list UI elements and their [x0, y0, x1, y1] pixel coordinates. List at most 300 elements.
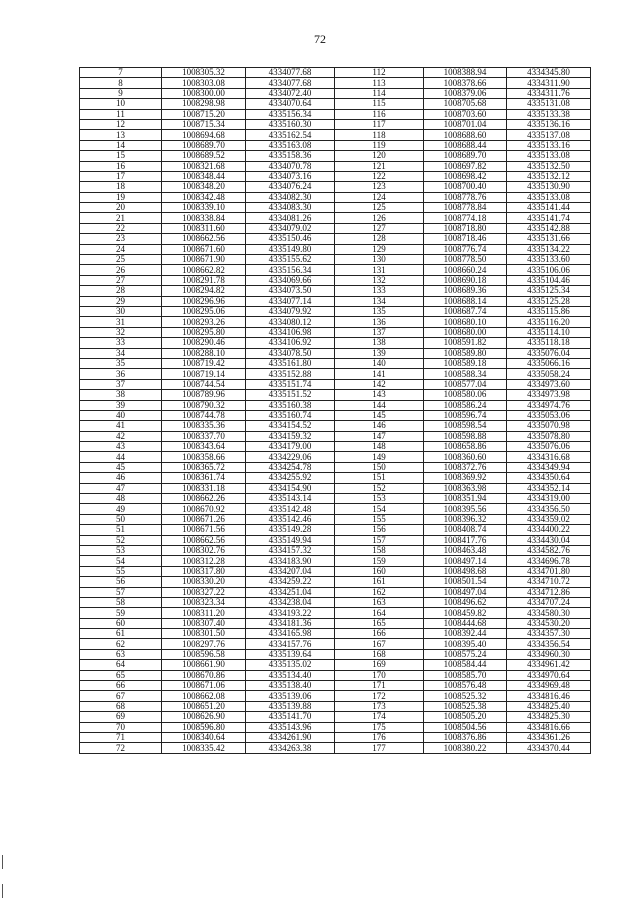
cell-x-coordinate: 1008311.60 [162, 223, 246, 233]
cell-x-coordinate: 1008330.20 [162, 577, 246, 587]
cell-x-coordinate: 1008496.62 [424, 597, 507, 607]
cell-y-coordinate: 4334193.22 [246, 608, 335, 618]
cell-x-coordinate: 1008388.94 [424, 68, 507, 78]
cell-y-coordinate: 4334263.38 [246, 743, 335, 753]
cell-point-no: 132 [335, 275, 424, 285]
cell-point-no: 45 [80, 462, 162, 472]
cell-point-no: 139 [335, 348, 424, 358]
cell-point-no: 116 [335, 109, 424, 119]
cell-y-coordinate: 4334072.40 [246, 88, 335, 98]
cell-y-coordinate: 4335160.74 [246, 410, 335, 420]
cell-x-coordinate: 1008774.18 [424, 213, 507, 223]
cell-point-no: 17 [80, 171, 162, 181]
cell-x-coordinate: 1008671.60 [162, 244, 246, 254]
cell-point-no: 149 [335, 452, 424, 462]
table-row [80, 99, 591, 109]
cell-x-coordinate: 1008301.50 [162, 629, 246, 639]
cell-point-no: 57 [80, 587, 162, 597]
table-row [80, 639, 591, 649]
cell-x-coordinate: 1008395.56 [424, 504, 507, 514]
table-row [80, 494, 591, 504]
cell-y-coordinate: 4335070.98 [507, 421, 591, 431]
cell-x-coordinate: 1008417.76 [424, 535, 507, 545]
cell-x-coordinate: 1008497.14 [424, 556, 507, 566]
cell-point-no: 151 [335, 473, 424, 483]
cell-x-coordinate: 1008504.56 [424, 722, 507, 732]
cell-point-no: 24 [80, 244, 162, 254]
cell-point-no: 119 [335, 140, 424, 150]
cell-point-no: 8 [80, 78, 162, 88]
cell-point-no: 31 [80, 317, 162, 327]
cell-x-coordinate: 1008698.42 [424, 171, 507, 181]
cell-x-coordinate: 1008444.68 [424, 618, 507, 628]
cell-y-coordinate: 4335149.94 [246, 535, 335, 545]
cell-y-coordinate: 4335160.38 [246, 400, 335, 410]
cell-y-coordinate: 4335152.88 [246, 369, 335, 379]
cell-x-coordinate: 1008505.20 [424, 712, 507, 722]
cell-y-coordinate: 4335116.20 [507, 317, 591, 327]
cell-point-no: 140 [335, 358, 424, 368]
cell-y-coordinate: 4335053.06 [507, 410, 591, 420]
cell-x-coordinate: 1008323.34 [162, 597, 246, 607]
cell-x-coordinate: 1008589.80 [424, 348, 507, 358]
cell-point-no: 63 [80, 649, 162, 659]
cell-y-coordinate: 4334070.78 [246, 161, 335, 171]
cell-y-coordinate: 4335106.06 [507, 265, 591, 275]
cell-point-no: 12 [80, 119, 162, 129]
cell-x-coordinate: 1008670.86 [162, 670, 246, 680]
cell-point-no: 125 [335, 203, 424, 213]
cell-y-coordinate: 4334430.04 [507, 535, 591, 545]
cell-x-coordinate: 1008744.78 [162, 410, 246, 420]
cell-x-coordinate: 1008288.10 [162, 348, 246, 358]
cell-y-coordinate: 4334696.78 [507, 556, 591, 566]
cell-y-coordinate: 4334352.14 [507, 483, 591, 493]
table-row [80, 421, 591, 431]
cell-x-coordinate: 1008361.74 [162, 473, 246, 483]
cell-point-no: 26 [80, 265, 162, 275]
cell-point-no: 72 [80, 743, 162, 753]
cell-y-coordinate: 4335150.46 [246, 234, 335, 244]
cell-point-no: 167 [335, 639, 424, 649]
table-row [80, 171, 591, 181]
cell-point-no: 175 [335, 722, 424, 732]
cell-x-coordinate: 1008744.54 [162, 379, 246, 389]
cell-y-coordinate: 4335139.88 [246, 701, 335, 711]
cell-x-coordinate: 1008662.26 [162, 494, 246, 504]
cell-point-no: 50 [80, 514, 162, 524]
cell-x-coordinate: 1008589.18 [424, 358, 507, 368]
cell-point-no: 114 [335, 88, 424, 98]
cell-y-coordinate: 4335058.24 [507, 369, 591, 379]
cell-x-coordinate: 1008689.36 [424, 286, 507, 296]
table-row [80, 234, 591, 244]
cell-y-coordinate: 4335133.16 [507, 140, 591, 150]
table-row [80, 203, 591, 213]
cell-y-coordinate: 4334081.26 [246, 213, 335, 223]
table-row [80, 556, 591, 566]
cell-x-coordinate: 1008680.00 [424, 327, 507, 337]
cell-x-coordinate: 1008719.42 [162, 358, 246, 368]
cell-point-no: 120 [335, 151, 424, 161]
cell-x-coordinate: 1008293.26 [162, 317, 246, 327]
cell-point-no: 122 [335, 171, 424, 181]
cell-x-coordinate: 1008338.84 [162, 213, 246, 223]
cell-x-coordinate: 1008588.34 [424, 369, 507, 379]
cell-point-no: 161 [335, 577, 424, 587]
table-row [80, 577, 591, 587]
cell-point-no: 54 [80, 556, 162, 566]
cell-y-coordinate: 4334359.02 [507, 514, 591, 524]
cell-point-no: 56 [80, 577, 162, 587]
cell-point-no: 59 [80, 608, 162, 618]
cell-point-no: 9 [80, 88, 162, 98]
cell-x-coordinate: 1008348.20 [162, 182, 246, 192]
cell-y-coordinate: 4335134.22 [507, 244, 591, 254]
cell-x-coordinate: 1008380.22 [424, 743, 507, 753]
table-row [80, 629, 591, 639]
table-row [80, 358, 591, 368]
cell-x-coordinate: 1008378.66 [424, 78, 507, 88]
cell-y-coordinate: 4334400.22 [507, 525, 591, 535]
cell-y-coordinate: 4334710.72 [507, 577, 591, 587]
cell-y-coordinate: 4334082.30 [246, 192, 335, 202]
cell-x-coordinate: 1008694.68 [162, 130, 246, 140]
cell-x-coordinate: 1008580.06 [424, 390, 507, 400]
cell-x-coordinate: 1008317.80 [162, 566, 246, 576]
table-row [80, 338, 591, 348]
cell-point-no: 30 [80, 306, 162, 316]
cell-x-coordinate: 1008662.08 [162, 691, 246, 701]
table-row [80, 327, 591, 337]
cell-y-coordinate: 4334157.76 [246, 639, 335, 649]
cell-y-coordinate: 4334259.22 [246, 577, 335, 587]
cell-point-no: 18 [80, 182, 162, 192]
cell-point-no: 55 [80, 566, 162, 576]
cell-x-coordinate: 1008658.86 [424, 442, 507, 452]
cell-point-no: 51 [80, 525, 162, 535]
cell-y-coordinate: 4335132.12 [507, 171, 591, 181]
cell-point-no: 156 [335, 525, 424, 535]
cell-x-coordinate: 1008688.44 [424, 140, 507, 150]
cell-x-coordinate: 1008360.60 [424, 452, 507, 462]
cell-y-coordinate: 4334251.04 [246, 587, 335, 597]
cell-point-no: 68 [80, 701, 162, 711]
cell-y-coordinate: 4335076.06 [507, 442, 591, 452]
cell-point-no: 22 [80, 223, 162, 233]
table-row [80, 223, 591, 233]
cell-point-no: 174 [335, 712, 424, 722]
table-row [80, 130, 591, 140]
cell-x-coordinate: 1008305.32 [162, 68, 246, 78]
cell-x-coordinate: 1008302.76 [162, 545, 246, 555]
cell-point-no: 37 [80, 379, 162, 389]
cell-x-coordinate: 1008351.94 [424, 494, 507, 504]
cell-y-coordinate: 4335156.34 [246, 109, 335, 119]
table-row [80, 483, 591, 493]
cell-x-coordinate: 1008778.76 [424, 192, 507, 202]
cell-x-coordinate: 1008660.24 [424, 265, 507, 275]
cell-point-no: 112 [335, 68, 424, 78]
cell-point-no: 10 [80, 99, 162, 109]
cell-point-no: 14 [80, 140, 162, 150]
cell-point-no: 129 [335, 244, 424, 254]
table-row [80, 452, 591, 462]
table-row [80, 545, 591, 555]
cell-y-coordinate: 4334530.20 [507, 618, 591, 628]
cell-point-no: 141 [335, 369, 424, 379]
table-row [80, 68, 591, 78]
cell-y-coordinate: 4335133.60 [507, 255, 591, 265]
cell-y-coordinate: 4334255.92 [246, 473, 335, 483]
cell-x-coordinate: 1008700.40 [424, 182, 507, 192]
cell-x-coordinate: 1008331.18 [162, 483, 246, 493]
cell-point-no: 159 [335, 556, 424, 566]
cell-x-coordinate: 1008295.80 [162, 327, 246, 337]
cell-y-coordinate: 4335137.08 [507, 130, 591, 140]
table-row [80, 119, 591, 129]
cell-x-coordinate: 1008300.00 [162, 88, 246, 98]
cell-y-coordinate: 4335133.08 [507, 192, 591, 202]
cell-point-no: 131 [335, 265, 424, 275]
cell-y-coordinate: 4335134.40 [246, 670, 335, 680]
cell-y-coordinate: 4334179.00 [246, 442, 335, 452]
cell-y-coordinate: 4334582.76 [507, 545, 591, 555]
cell-y-coordinate: 4334370.44 [507, 743, 591, 753]
cell-x-coordinate: 1008348.44 [162, 171, 246, 181]
cell-point-no: 7 [80, 68, 162, 78]
cell-point-no: 126 [335, 213, 424, 223]
cell-x-coordinate: 1008340.64 [162, 733, 246, 743]
cell-point-no: 32 [80, 327, 162, 337]
cell-y-coordinate: 4334154.52 [246, 421, 335, 431]
table-row [80, 161, 591, 171]
cell-x-coordinate: 1008661.90 [162, 660, 246, 670]
cell-x-coordinate: 1008501.54 [424, 577, 507, 587]
cell-y-coordinate: 4334079.92 [246, 306, 335, 316]
cell-point-no: 165 [335, 618, 424, 628]
cell-y-coordinate: 4335115.86 [507, 306, 591, 316]
cell-y-coordinate: 4335151.74 [246, 379, 335, 389]
cell-x-coordinate: 1008596.74 [424, 410, 507, 420]
cell-y-coordinate: 4335142.88 [507, 223, 591, 233]
cell-x-coordinate: 1008651.20 [162, 701, 246, 711]
cell-point-no: 128 [335, 234, 424, 244]
table-row [80, 151, 591, 161]
cell-y-coordinate: 4334154.90 [246, 483, 335, 493]
cell-x-coordinate: 1008715.34 [162, 119, 246, 129]
cell-x-coordinate: 1008697.82 [424, 161, 507, 171]
cell-y-coordinate: 4334207.04 [246, 566, 335, 576]
cell-point-no: 62 [80, 639, 162, 649]
cell-y-coordinate: 4335141.44 [507, 203, 591, 213]
cell-point-no: 148 [335, 442, 424, 452]
cell-x-coordinate: 1008671.06 [162, 681, 246, 691]
table-row [80, 691, 591, 701]
cell-point-no: 49 [80, 504, 162, 514]
cell-x-coordinate: 1008703.60 [424, 109, 507, 119]
cell-point-no: 60 [80, 618, 162, 628]
table-row [80, 182, 591, 192]
cell-y-coordinate: 4335130.90 [507, 182, 591, 192]
cell-y-coordinate: 4334181.36 [246, 618, 335, 628]
cell-point-no: 142 [335, 379, 424, 389]
cell-x-coordinate: 1008395.40 [424, 639, 507, 649]
cell-point-no: 134 [335, 296, 424, 306]
cell-point-no: 117 [335, 119, 424, 129]
cell-x-coordinate: 1008598.54 [424, 421, 507, 431]
cell-point-no: 172 [335, 691, 424, 701]
table-row [80, 743, 591, 753]
cell-y-coordinate: 4335139.06 [246, 691, 335, 701]
cell-point-no: 146 [335, 421, 424, 431]
cell-x-coordinate: 1008718.80 [424, 223, 507, 233]
cell-y-coordinate: 4334261.90 [246, 733, 335, 743]
cell-x-coordinate: 1008662.56 [162, 234, 246, 244]
cell-y-coordinate: 4334311.76 [507, 88, 591, 98]
cell-x-coordinate: 1008596.58 [162, 649, 246, 659]
cell-x-coordinate: 1008671.90 [162, 255, 246, 265]
cell-y-coordinate: 4335076.04 [507, 348, 591, 358]
cell-point-no: 15 [80, 151, 162, 161]
cell-x-coordinate: 1008392.44 [424, 629, 507, 639]
cell-x-coordinate: 1008705.68 [424, 99, 507, 109]
cell-y-coordinate: 4335114.10 [507, 327, 591, 337]
cell-y-coordinate: 4335156.34 [246, 265, 335, 275]
cell-y-coordinate: 4334076.24 [246, 182, 335, 192]
cell-point-no: 29 [80, 296, 162, 306]
cell-point-no: 123 [335, 182, 424, 192]
cell-point-no: 16 [80, 161, 162, 171]
cell-y-coordinate: 4335149.80 [246, 244, 335, 254]
cell-y-coordinate: 4334973.60 [507, 379, 591, 389]
cell-y-coordinate: 4334157.32 [246, 545, 335, 555]
cell-point-no: 138 [335, 338, 424, 348]
table-row [80, 670, 591, 680]
cell-point-no: 136 [335, 317, 424, 327]
cell-point-no: 153 [335, 494, 424, 504]
cell-point-no: 34 [80, 348, 162, 358]
cell-x-coordinate: 1008701.04 [424, 119, 507, 129]
table-row [80, 722, 591, 732]
table-row [80, 431, 591, 441]
table-row [80, 514, 591, 524]
cell-x-coordinate: 1008585.70 [424, 670, 507, 680]
cell-x-coordinate: 1008662.82 [162, 265, 246, 275]
cell-point-no: 38 [80, 390, 162, 400]
cell-y-coordinate: 4334254.78 [246, 462, 335, 472]
cell-x-coordinate: 1008335.42 [162, 743, 246, 753]
cell-y-coordinate: 4334159.32 [246, 431, 335, 441]
cell-x-coordinate: 1008303.08 [162, 78, 246, 88]
cell-point-no: 170 [335, 670, 424, 680]
cell-y-coordinate: 4334311.90 [507, 78, 591, 88]
cell-point-no: 66 [80, 681, 162, 691]
cell-y-coordinate: 4334077.14 [246, 296, 335, 306]
cell-x-coordinate: 1008327.22 [162, 587, 246, 597]
cell-point-no: 171 [335, 681, 424, 691]
cell-point-no: 177 [335, 743, 424, 753]
table-row [80, 379, 591, 389]
cell-x-coordinate: 1008576.48 [424, 681, 507, 691]
cell-point-no: 70 [80, 722, 162, 732]
cell-point-no: 40 [80, 410, 162, 420]
cell-point-no: 135 [335, 306, 424, 316]
cell-point-no: 13 [80, 130, 162, 140]
cell-y-coordinate: 4334238.04 [246, 597, 335, 607]
cell-y-coordinate: 4335138.40 [246, 681, 335, 691]
cell-y-coordinate: 4334969.48 [507, 681, 591, 691]
cell-y-coordinate: 4335125.34 [507, 286, 591, 296]
cell-y-coordinate: 4334073.16 [246, 171, 335, 181]
cell-point-no: 64 [80, 660, 162, 670]
cell-y-coordinate: 4335066.16 [507, 358, 591, 368]
cell-point-no: 127 [335, 223, 424, 233]
cell-y-coordinate: 4335163.08 [246, 140, 335, 150]
cell-y-coordinate: 4334316.68 [507, 452, 591, 462]
table-row [80, 390, 591, 400]
cell-y-coordinate: 4335149.28 [246, 525, 335, 535]
cell-y-coordinate: 4335078.80 [507, 431, 591, 441]
table-row [80, 660, 591, 670]
cell-y-coordinate: 4334077.68 [246, 78, 335, 88]
cell-y-coordinate: 4334080.12 [246, 317, 335, 327]
cell-point-no: 47 [80, 483, 162, 493]
cell-x-coordinate: 1008525.32 [424, 691, 507, 701]
cell-x-coordinate: 1008497.04 [424, 587, 507, 597]
cell-point-no: 173 [335, 701, 424, 711]
cell-y-coordinate: 4334580.30 [507, 608, 591, 618]
cell-point-no: 69 [80, 712, 162, 722]
cell-y-coordinate: 4334350.64 [507, 473, 591, 483]
cell-y-coordinate: 4334319.00 [507, 494, 591, 504]
table-row [80, 597, 591, 607]
cell-point-no: 121 [335, 161, 424, 171]
cell-point-no: 155 [335, 514, 424, 524]
cell-y-coordinate: 4335125.28 [507, 296, 591, 306]
cell-x-coordinate: 1008297.76 [162, 639, 246, 649]
cell-y-coordinate: 4334825.40 [507, 701, 591, 711]
cell-point-no: 44 [80, 452, 162, 462]
cell-x-coordinate: 1008670.92 [162, 504, 246, 514]
cell-y-coordinate: 4334078.50 [246, 348, 335, 358]
cell-x-coordinate: 1008687.74 [424, 306, 507, 316]
cell-y-coordinate: 4335161.80 [246, 358, 335, 368]
table-row [80, 78, 591, 88]
cell-y-coordinate: 4334825.30 [507, 712, 591, 722]
cell-x-coordinate: 1008776.74 [424, 244, 507, 254]
cell-y-coordinate: 4334106.92 [246, 338, 335, 348]
cell-y-coordinate: 4334079.02 [246, 223, 335, 233]
cell-point-no: 28 [80, 286, 162, 296]
cell-y-coordinate: 4334356.50 [507, 504, 591, 514]
cell-y-coordinate: 4335143.96 [246, 722, 335, 732]
cell-point-no: 52 [80, 535, 162, 545]
cell-y-coordinate: 4335143.14 [246, 494, 335, 504]
cell-x-coordinate: 1008596.80 [162, 722, 246, 732]
cell-point-no: 118 [335, 130, 424, 140]
table-row [80, 109, 591, 119]
cell-point-no: 147 [335, 431, 424, 441]
cell-x-coordinate: 1008498.68 [424, 566, 507, 576]
cell-y-coordinate: 4334070.64 [246, 99, 335, 109]
cell-x-coordinate: 1008363.98 [424, 483, 507, 493]
cell-point-no: 71 [80, 733, 162, 743]
table-row [80, 681, 591, 691]
cell-y-coordinate: 4335133.38 [507, 109, 591, 119]
cell-x-coordinate: 1008598.88 [424, 431, 507, 441]
cell-x-coordinate: 1008295.06 [162, 306, 246, 316]
